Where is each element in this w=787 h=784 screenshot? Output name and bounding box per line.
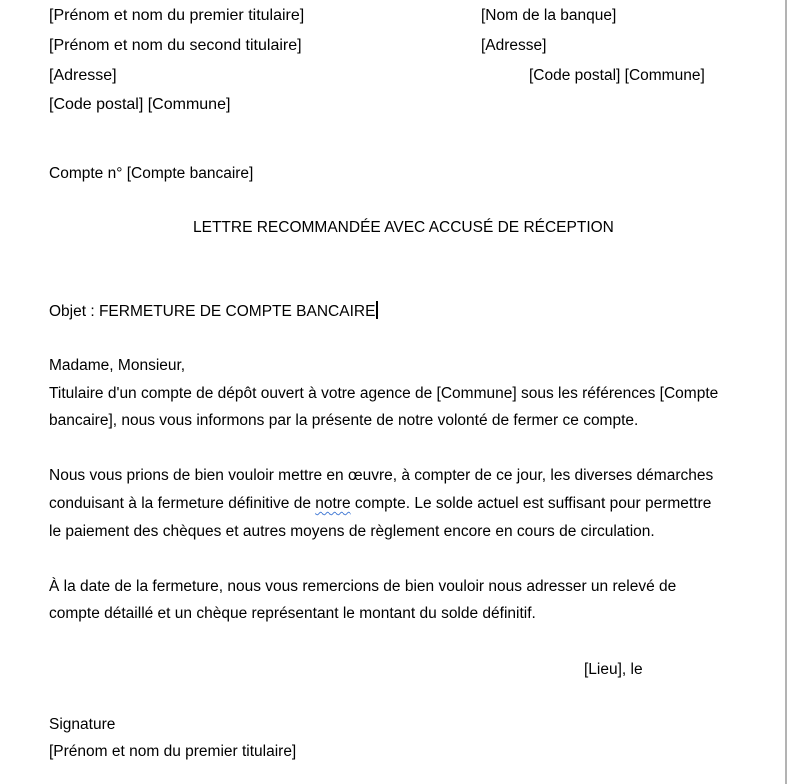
recipient-address: [Adresse] — [481, 37, 547, 54]
paragraph-2-line-2-end: compte. Le solde actuel est suffisant pour permettre — [350, 495, 712, 512]
subject-text: Objet : FERMETURE DE COMPTE BANCAIRE — [49, 303, 376, 320]
paragraph-2-line-3: le paiement des chèques et autres moyens de règlement encore en cours de circulation. — [49, 523, 655, 540]
recipient-postal-commune: [Code postal] [Commune] — [529, 67, 705, 84]
recipient-bank-name: [Nom de la banque] — [481, 7, 617, 24]
paragraph-2-line-2-start: conduisant à la fermeture définitive de — [49, 495, 316, 512]
paragraph-3-line-1: À la date de la fermeture, nous vous remercions de bien vouloir nous adresser un relevé de — [49, 578, 677, 595]
paragraph-3-line-2: compte détaillé et un chèque représentant le montant du solde définitif. — [49, 605, 536, 622]
place-date: [Lieu], le — [584, 661, 643, 678]
spellcheck-flagged-word[interactable]: notre — [315, 495, 351, 512]
sender-address: [Adresse] — [49, 67, 117, 84]
sender-postal-commune: [Code postal] [Commune] — [49, 96, 231, 113]
registered-mail-heading: LETTRE RECOMMANDÉE AVEC ACCUSÉ DE RÉCEPTION — [193, 219, 614, 236]
signature-name: [Prénom et nom du premier titulaire] — [49, 743, 297, 760]
paragraph-1-line-2: bancaire], nous vous informons par la présente de notre volonté de fermer ce compte. — [49, 412, 639, 429]
paragraph-2-line-2 — [49, 494, 711, 514]
salutation: Madame, Monsieur, — [49, 357, 186, 374]
paragraph-2-line-1: Nous vous prions de bien vouloir mettre en œuvre, à compter de ce jour, les diverses démarches — [49, 467, 714, 484]
paragraph-1-line-1: Titulaire d'un compte de dépôt ouvert à votre agence de [Commune] sous les références [Compte — [49, 385, 719, 402]
sender-name-1: [Prénom et nom du premier titulaire] — [49, 7, 305, 24]
signature-label: Signature — [49, 716, 116, 733]
text-cursor — [376, 301, 378, 319]
subject-line[interactable] — [49, 301, 378, 322]
sender-name-2: [Prénom et nom du second titulaire] — [49, 37, 302, 54]
account-number: Compte n° [Compte bancaire] — [49, 165, 254, 182]
